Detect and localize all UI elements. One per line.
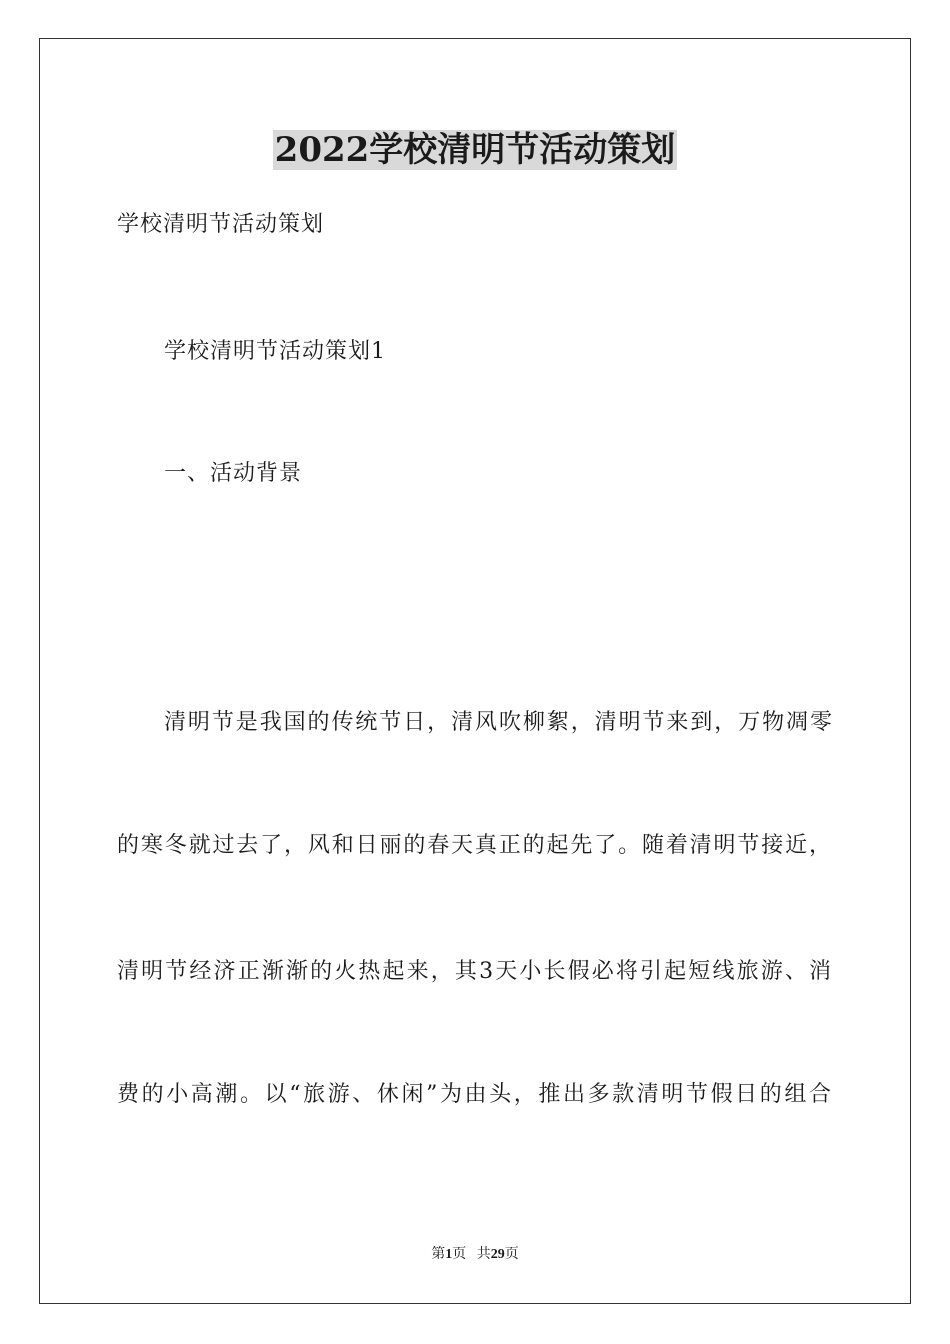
body-line: 费的小高潮。以“旅游、休闲”为由头，推出多款清明节假日的组合 [117,1082,831,1107]
section-heading: 学校清明节活动策划1 [164,339,386,364]
document-title [0,128,950,172]
body-line: 的寒冬就过去了，风和日丽的春天真正的起先了。随着清明节接近， [117,833,831,858]
footer-total-suffix: 页 [504,1247,519,1262]
document-title-text: 2022学校清明节活动策划 [274,130,676,170]
page-footer [0,1245,950,1265]
footer-page-number: 1 [445,1247,453,1262]
body-line: 清明节是我国的传统节日，清风吹柳絮，清明节来到，万物凋零 [164,710,832,735]
footer-total-prefix: 共 [476,1247,491,1262]
footer-page-suffix: 页 [452,1247,467,1262]
document-subtitle: 学校清明节活动策划 [117,212,325,237]
footer-total-pages: 29 [490,1247,505,1262]
subsection-heading: 一、活动背景 [164,461,303,486]
body-line: 清明节经济正渐渐的火热起来，其3天小长假必将引起短线旅游、消 [117,959,831,984]
footer-page-prefix: 第 [431,1247,446,1262]
